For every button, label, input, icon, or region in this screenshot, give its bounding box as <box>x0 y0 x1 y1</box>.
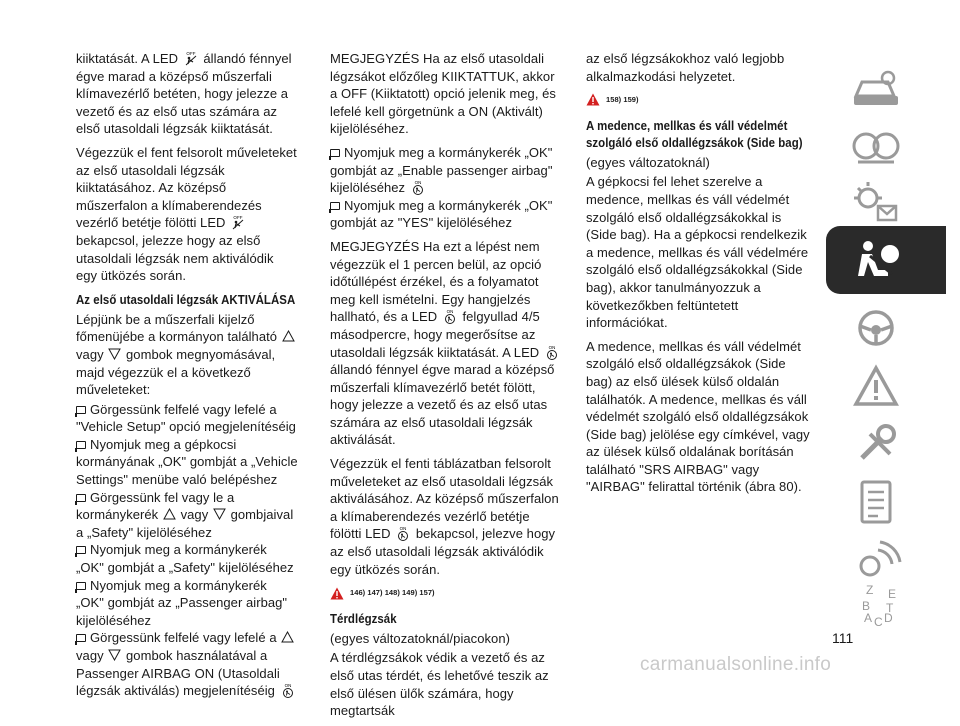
triangle-up-icon <box>282 330 295 342</box>
steering-wheel-icon <box>848 304 904 352</box>
section-heading: szolgáló első oldallégzsákok (Side bag) <box>586 134 803 150</box>
paragraph: Végezzük el fenti táblázatban felsorolt műveleteket az első utasoldali légzsák aktiválásához. Az középső műszerfalon a klímaberendezés vezérlő betétje fölötti LED ON bekapcsol, jelezve hogy az első utasoldali légzsák aktiválódik egy ütközés során. <box>330 456 559 577</box>
lights-climate-icon <box>848 178 904 226</box>
bullet-icon <box>330 149 340 157</box>
warning-references: 158) 159) <box>586 91 814 109</box>
warning-triangle-icon <box>586 93 600 106</box>
tab-steering-wheel[interactable] <box>826 296 946 360</box>
tab-specifications[interactable] <box>826 470 946 534</box>
paragraph: (egyes változatoknál) <box>586 154 710 170</box>
column-2 <box>330 50 562 726</box>
airbag-on-led-icon <box>443 308 457 324</box>
list-item: Nyomjuk meg a kormánykerék „OK" gombját a „Safety" kijelöléséhez <box>76 542 294 576</box>
paragraph: A medence, mellkas és váll védelmét szolgáló első oldallégzsákok (Side bag) az első ülések külső oldalán találhatók. A medence, mellkas és váll védelmét szolgáló első oldallégzsákok (Side bag) jelölése egy címkével, vagy az ülések külső oldalának borításán található "SRS AIRBAG" vagy "AIRBAG" felirattal történik (ábra 80). <box>586 338 810 495</box>
triangle-down-icon <box>108 348 121 360</box>
svg-text:ON: ON <box>399 526 407 532</box>
airbag-on-led-icon <box>411 179 425 195</box>
list-item: Görgessünk fel vagy le a kormánykerék vagy gombjaival a „Safety" kijelöléséhez <box>76 489 294 540</box>
paragraph: Végezzük el fent felsorolt műveleteket az első utasoldali légzsák kiiktatásához. Az középső műszerfalon a klímaberendezés vezérlő betétje fölötti LED OFF bekapcsol, jelezze hogy az első utasoldali légzsák nem aktiválódik egy ütközés során. <box>76 144 297 284</box>
list-item: Nyomjuk meg a kormánykerék „OK" gombját az „Enable passenger airbag" kijelöléséhez ON <box>330 144 553 196</box>
airbag-off-led-icon <box>184 50 198 66</box>
index-letter: E <box>888 587 897 601</box>
tab-airbag-safety[interactable] <box>826 226 946 294</box>
specifications-list-icon <box>848 478 904 526</box>
list-item: Nyomjuk meg a gépkocsi kormányának „OK" gombját a „Vehicle Settings" menübe való belépéshez <box>76 436 298 488</box>
airbag-safety-icon <box>848 236 904 284</box>
column-1 <box>76 50 298 700</box>
bullet-icon <box>76 582 86 590</box>
triangle-up-icon <box>281 631 294 643</box>
bullet-icon <box>76 634 86 642</box>
bullet-icon <box>76 494 86 502</box>
index-letters-icon <box>848 582 904 630</box>
paragraph: Lépjünk be a műszerfali kijelző főmenüjébe a kormányon található vagy gombok megnyomásával, majd végezzük el a következő műveleteket: <box>76 311 298 399</box>
index-letter: Z <box>866 583 874 597</box>
paragraph: (egyes változatoknál/piacokon) <box>330 630 510 646</box>
paragraph: A gépkocsi fel lehet szerelve a medence, mellkas és váll védelmét szolgáló első oldallégzsákokkal is (Side bag). Ha a gépkocsi rendelkezik a medence, mellkas és váll védelmére szolgáló első oldallégzsákokkal (Side bag), akkor tanulmányozzuk a következőkben feltüntetett információkat. <box>586 174 809 331</box>
tab-alphabetical-index[interactable] <box>826 582 946 632</box>
bullet-icon <box>330 202 340 210</box>
bullet-icon <box>76 441 86 449</box>
note-paragraph: MEGJEGYZÉS Ha az első utasoldali légzsákot előzőleg KIIKTATTUK, akkor a OFF (Kiiktatott) opció jelenik meg, és lefelé kell görgetnünk a ON (Aktivált) kijelöléséhez. <box>330 51 556 137</box>
triangle-down-icon <box>108 649 121 661</box>
svg-text:ON: ON <box>414 180 422 186</box>
warning-triangle-icon <box>330 587 344 600</box>
list-item: Görgessünk felfelé vagy lefelé a "Vehicle Setup" opció megjelenítéséig <box>76 401 296 435</box>
tab-car-dashboard[interactable] <box>826 58 946 122</box>
warning-references: 146) 147) 148) 149) 157) <box>330 584 562 602</box>
bullet-icon <box>76 406 86 414</box>
section-heading: Térdlégzsák <box>330 610 397 626</box>
service-spanner-icon <box>848 420 904 468</box>
multimedia-icon <box>848 536 904 584</box>
page-number: 111 <box>832 630 854 646</box>
column-3 <box>586 50 814 502</box>
warning-lights-icon <box>848 122 904 170</box>
tab-warning-lights[interactable] <box>826 114 946 178</box>
svg-text:ON: ON <box>284 683 292 689</box>
list-item: Nyomjuk meg a kormánykerék „OK" gombját az „Passenger airbag" kijelöléséhez <box>76 577 288 628</box>
list-item: Nyomjuk meg a kormánykerék „OK" gombját az "YES" kijelöléséhez <box>330 197 553 231</box>
section-heading: A medence, mellkas és váll védelmét <box>586 117 788 133</box>
paragraph: az első légzsákokhoz való legjobb alkalmazkodási helyzetet. <box>586 51 785 84</box>
airbag-on-led-icon <box>545 344 559 360</box>
airbag-on-led-icon <box>281 682 295 698</box>
paragraph: kiiktatását. A LED OFF állandó fénnyel égve marad a középső műszerfali klímavezérlő betéten, hogy jelezze a vezető és az első utas számára az első utasoldali légzsák kiiktatását. <box>76 51 292 137</box>
chapter-sidebar <box>826 58 946 629</box>
triangle-up-icon <box>163 508 176 520</box>
svg-text:ON: ON <box>548 344 556 350</box>
index-letter: D <box>884 611 893 625</box>
paragraph: A térdlégzsákok védik a vezető és az első utas térdét, és lehetővé teszik az első ülésen ülők számára, hogy megtartsák <box>330 650 549 719</box>
triangle-down-icon <box>213 508 226 520</box>
index-letter: C <box>874 615 883 629</box>
svg-text:ON: ON <box>446 309 454 315</box>
note-paragraph: MEGJEGYZÉS Ha ezt a lépést nem végezzük el 1 percen belül, az opció időtúllépést érzékel, és a folyamatot meg kell ismételni. Egy hangjelzés hallható, és a LED ON felgyullad 4/5 másodpercre, hogy megerősítse az utasoldali légzsák kiiktatását. A LED ON állandó fénnyel égve marad a középső műszerfali klímavezérlő betét fölött, hogy jelezze a vezető és az első utas számára az első utasoldali légzsák aktiválását. <box>330 238 562 449</box>
tab-lights-climate[interactable] <box>826 170 946 234</box>
warning-triangle-icon <box>848 362 904 410</box>
tab-warning-triangle[interactable] <box>826 354 946 418</box>
car-dashboard-icon <box>848 66 904 114</box>
airbag-on-led-icon <box>396 525 410 541</box>
section-heading: Az első utasoldali légzsák AKTIVÁLÁSA <box>76 291 296 307</box>
watermark: carmanualsonline.info <box>640 654 832 675</box>
svg-text:OFF: OFF <box>233 215 243 221</box>
svg-text:OFF: OFF <box>186 51 196 56</box>
airbag-off-led-icon <box>231 214 245 230</box>
tab-service-maintenance[interactable] <box>826 412 946 476</box>
index-letter: T <box>886 601 894 615</box>
index-letter: A <box>864 611 873 625</box>
bullet-icon <box>76 546 86 554</box>
list-item: Görgessünk felfelé vagy lefelé a vagy gombok használatával a Passenger AIRBAG ON (Utasoldali légzsák aktiválás) megjelenítéséig ON <box>76 629 298 699</box>
index-letter: B <box>862 599 871 613</box>
